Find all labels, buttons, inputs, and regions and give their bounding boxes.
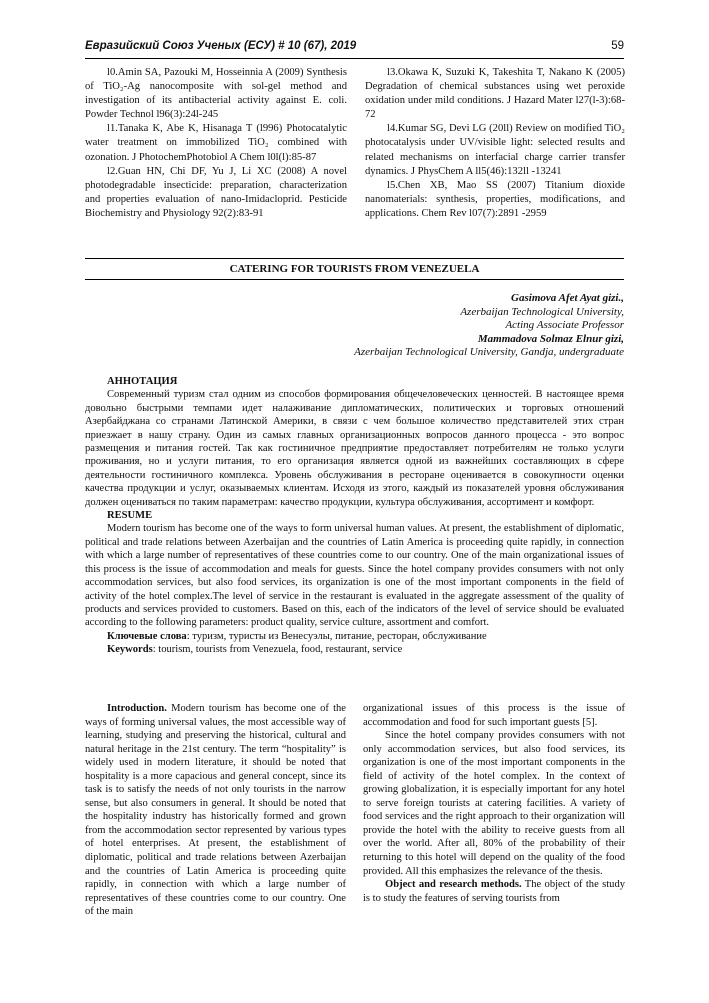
body-paragraph: organizational issues of this process is the issue of accommodation and food for such important guests [5].: [363, 703, 625, 728]
references-right-column: [365, 66, 625, 221]
body-right-column: [363, 702, 625, 905]
page-number: 59: [611, 40, 624, 52]
introduction-heading: Introduction.: [107, 703, 167, 714]
abstract-section: [85, 375, 624, 657]
methods-text: The object of the study is to study the features of serving tourists from: [363, 879, 625, 904]
keywords-en-label: Keywords: [107, 644, 153, 656]
reference-item: l0.Amin SA, Pazouki M, Hosseinnia A (2009) Synthesis of TiO₂-Ag nanocomposite with sol-gel method and investigation of its antibacterial activity against E. coli. Powder Technol l96(3):24l-245: [85, 67, 347, 121]
resume-heading: RESUME: [107, 510, 153, 522]
author-name: Gasimova Afet Ayat gizi.,: [511, 292, 624, 304]
introduction-text: Modern tourism has become one of the ways of forming universal values, the most accessible way of learning, studying and preserving the historical, cultural and natural heritage in the 21st century. The term “hospitality” is widely used in modern literature, it should be noted that hospitality is a more capacious and general concept, since its task is to satisfy the needs of not only tourists in the narrow sense, but also consumers in general. It should be noted that the hospitality industry has historically formed and grown from the accommodation sector represented by various types of hotel enterprises. At present, the establishment of diplomatic, political and trade relations between Azerbaijan and the countries of Latin America is proceeding quite rapidly, in connection with which a large number of representatives of these countries come to our country. One of the main: [85, 703, 346, 918]
keywords-en-text: : tourism, tourists from Venezuela, food, restaurant, service: [152, 644, 403, 656]
author-block: [354, 292, 624, 360]
methods-paragraph: [363, 878, 625, 905]
annotation-text: Современный туризм стал одним из способов формирования общечеловеческих ценностей. В настоящее время довольно быстрыми темпами идет налаживание дипломатических, политических и торговых отношений Азербайджана со странами Латинской Америки, в связи с чем большое количество представителей этих стран приезжает в нашу страну. Один из самых главных организационных вопросов данного процесса - это вопрос размещения и питания гостей. Так как гостиничное предприятие предоставляет потребителям не только услуги проживания, но и услуги питания, то его организация является одной из важнейших составляющих в сфере деятельности гостиничного комплекса. Уровень обслуживания в ресторане оценивается в совокупности оценки качества продукции и услуг, оказываемых клиентам. Исходя из этого, каждый из показателей уровня обслуживания должен оцениваться по таким параметрам: качество продукции, культура обслуживания, ассортимент и комфорт.: [85, 389, 624, 508]
body-paragraph: Since the hotel company provides consumers with not only accommodation services, but also food services, its organization is one of the most important components in the field of activity of the hotel complex. In the context of growing globalization, it is especially important for any hotel to serve foreign tourists at catering facilities. A variety of food services and the right approach to their organization will provide the hotel with the ability to receive guests from all over the world. After all, 80% of the probability of their returning to this hotel will depend on the quality of the food provided. All this emphasizes the relevance of the thesis.: [363, 730, 625, 877]
article-title: CATERING FOR TOURISTS FROM VENEZUELA: [229, 263, 480, 275]
keywords-ru-text: : туризм, туристы из Венесуэлы, питание, ресторан, обслуживание: [186, 630, 487, 642]
header-rule: [85, 58, 624, 59]
reference-item: l3.Okawa K, Suzuki K, Takeshita T, Nakano K (2005) Degradation of chemical substances using wet peroxide oxidation under mild conditions. J Hazard Mater l27(l-3):68-72: [365, 67, 625, 121]
keywords-ru-label: Ключевые слова: [107, 630, 187, 642]
title-rule-bottom: [85, 279, 624, 280]
methods-heading: Object and research methods.: [385, 879, 522, 891]
reference-item: l4.Kumar SG, Devi LG (20ll) Review on modified TiO₂ photocatalysis under UV/visible light: selected results and related mechanisms on interfacial charge carrier transfer dynamics. J PhysChem A ll5(46):132ll -13241: [365, 123, 625, 177]
reference-item: l5.Chen XB, Mao SS (2007) Titanium dioxide nanomaterials: synthesis, properties, modifications, and applications. Chem Rev l07(7):2891 -2959: [365, 179, 625, 219]
title-rule-top: [85, 258, 624, 259]
keywords-ru: [85, 630, 624, 643]
references-left-column: [85, 66, 347, 221]
author-name: Mammadova Solmaz Elnur gizi,: [477, 332, 624, 345]
author-affiliation: Azerbaijan Technological University, Gandja, undergraduate: [354, 346, 624, 358]
running-header: [85, 40, 624, 58]
author-affiliation: Azerbaijan Technological University,: [460, 305, 624, 318]
keywords-en: [85, 643, 624, 656]
introduction-paragraph: [85, 702, 346, 919]
author-position: Acting Associate Professor: [505, 319, 624, 331]
reference-item: l1.Tanaka K, Abe K, Hisanaga T (l996) Photocatalytic water treatment on immobilized TiO₂ combined with ozonation. J PhotochemPhotobiol A Chem l0l(l):85-87: [85, 123, 347, 163]
annotation-heading: АННОТАЦИЯ: [107, 376, 178, 387]
reference-item: l2.Guan HN, Chi DF, Yu J, Li XC (2008) A novel photodegradable insecticide: preparation, characterization and properties evaluation of nano-Imidacloprid. Pesticide Biochemistry and Physiology 92(2):83-91: [85, 165, 347, 219]
resume-text: Modern tourism has become one of the ways to form universal human values. At present, the establishment of diplomatic, political and trade relations between Azerbaijan and the countries of Latin America is proceeding quite rapidly, in connection with which a large number of representatives of these countries come to our country. One of the main organizational issues of this process is the issue of accommodation and meals for guests. Since the hotel company provides consumers with not only accommodation services, but also food services, its organization is one of the most important components in the field of activity of the hotel complex.The level of service in the restaurant is evaluated in the aggregate assessment of the quality of products and services provided to customers. Based on this, each of the indicators of the level of service should be evaluated according to the following parameters: product quality, service culture, assortment and comfort.: [85, 523, 624, 629]
journal-title: Евразийский Союз Ученых (ЕСУ) # 10 (67), 2019: [85, 40, 357, 52]
body-left-column: [85, 702, 346, 919]
